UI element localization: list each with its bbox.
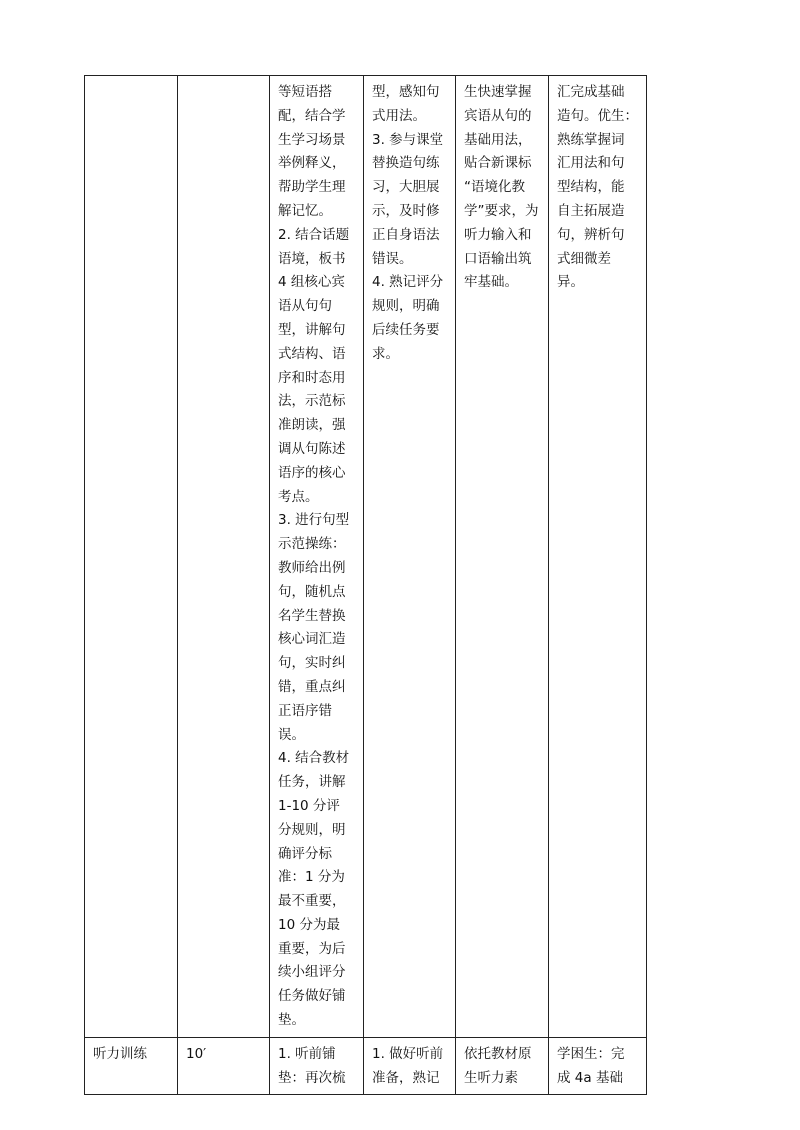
cell-text-line: 造句。优生： — [557, 107, 638, 124]
cell-text-line: 误。 — [278, 726, 305, 743]
cell-text-line: 1-10 分评 — [278, 797, 340, 814]
cell-text-line: 宾语从句的 — [464, 107, 532, 124]
cell-text-line: 示范操练： — [278, 536, 346, 553]
cell-text-line: 准备，熟记 — [372, 1069, 440, 1086]
cell-text-line: 听力输入和 — [464, 226, 532, 243]
cell-text-line: 型，感知句 — [372, 84, 440, 100]
cell-text-line: “语境化教 — [464, 179, 525, 196]
cell-text-line: 4 组核心宾 — [278, 274, 345, 291]
time-cell — [178, 76, 270, 1038]
stage-cell — [85, 76, 178, 1038]
cell-text-line: 核心词汇造 — [278, 631, 346, 648]
design-intent-cell — [456, 1037, 549, 1095]
table-row — [85, 76, 647, 1038]
cell-text-line: 4. 结合教材 — [278, 750, 350, 767]
cell-text-line: 生听力素 — [464, 1069, 518, 1086]
cell-text-line: 准朗读，强 — [278, 417, 346, 434]
cell-text-line: 2. 结合话题 — [278, 226, 350, 243]
cell-text-line: 3. 参与课堂 — [372, 131, 444, 148]
teacher-activity-cell — [270, 76, 364, 1038]
cell-text-line: 学困生：完 — [557, 1045, 625, 1062]
cell-text-line: 替换造句练 — [372, 155, 440, 172]
cell-text-line: 语从句句 — [278, 298, 332, 315]
cell-text-line: 依托教材原 — [464, 1045, 532, 1062]
cell-text-line: 1. 听前铺 — [278, 1045, 336, 1062]
cell-text-line: 任务做好铺 — [278, 988, 346, 1005]
cell-text-line: 学”要求，为 — [464, 202, 539, 219]
cell-text-line: 句，随机点 — [278, 583, 346, 600]
cell-text-line: 规则，明确 — [372, 298, 440, 315]
cell-text-line: 4. 熟记评分 — [372, 274, 444, 291]
cell-text-line: 汇用法和句 — [557, 155, 625, 172]
cell-text-line: 举例释义， — [278, 155, 346, 172]
cell-text-line: 型结构，能 — [557, 179, 625, 196]
cell-text-line: 续小组评分 — [278, 964, 346, 981]
cell-text-line: 重要，为后 — [278, 940, 346, 957]
student-activity-cell — [364, 76, 456, 1038]
cell-text-line: 配，结合学 — [278, 107, 346, 124]
cell-text-line: 10 分为最 — [278, 916, 340, 933]
cell-text-line: 成 4a 基础 — [557, 1069, 623, 1086]
student-activity-cell — [364, 1037, 456, 1095]
time-cell: 10′ — [178, 1037, 270, 1095]
table-row — [85, 1037, 647, 1095]
cell-text-line: 自主拓展造 — [557, 202, 625, 219]
cell-text-line: 式结构、语 — [278, 345, 346, 362]
cell-text-line: 习，大胆展 — [372, 179, 440, 196]
cell-text-line: 3. 进行句型 — [278, 512, 350, 529]
cell-text-line: 正自身语法 — [372, 226, 440, 243]
cell-text-line: 考点。 — [278, 488, 319, 505]
cell-text-line: 示，及时修 — [372, 202, 440, 219]
cell-text-line: 基础用法， — [464, 131, 532, 148]
cell-text-line: 生学习场景 — [278, 131, 346, 148]
stage-cell: 听力训练 — [85, 1037, 178, 1095]
teacher-activity-cell — [270, 1037, 364, 1095]
cell-text-line: 解记忆。 — [278, 202, 332, 219]
cell-text-line: 垫。 — [278, 1012, 305, 1029]
cell-text-line: 异。 — [557, 274, 584, 291]
cell-text-line: 正语序错 — [278, 702, 332, 719]
cell-text-line: 求。 — [372, 345, 399, 362]
cell-text-line: 等短语搭 — [278, 84, 332, 100]
cell-text-line: 调从句陈述 — [278, 440, 346, 457]
cell-text-line: 口语输出筑 — [464, 250, 532, 267]
cell-text-line: 句，辨析句 — [557, 226, 625, 243]
layered-goal-cell — [549, 76, 647, 1038]
cell-text-line: 牢基础。 — [464, 274, 518, 291]
cell-text-line: 语境，板书 — [278, 250, 346, 267]
layered-goal-cell — [549, 1037, 647, 1095]
cell-text-line: 型，讲解句 — [278, 321, 346, 338]
cell-text-line: 分规则，明 — [278, 821, 346, 838]
cell-text-line: 式细微差 — [557, 250, 611, 267]
cell-text-line: 垫：再次梳 — [278, 1069, 346, 1086]
cell-text-line: 确评分标 — [278, 845, 332, 862]
cell-text-line: 1. 做好听前 — [372, 1045, 444, 1062]
cell-text-line: 准：1 分为 — [278, 869, 345, 886]
cell-text-line: 名学生替换 — [278, 607, 346, 624]
cell-text-line: 序和时态用 — [278, 369, 346, 386]
cell-text-line: 错误。 — [372, 250, 413, 267]
cell-text-line: 句，实时纠 — [278, 655, 346, 672]
cell-text-line: 法，示范标 — [278, 393, 346, 410]
design-intent-cell — [456, 76, 549, 1038]
cell-text-line: 教师给出例 — [278, 559, 346, 576]
cell-text-line: 最不重要， — [278, 893, 346, 910]
cell-text-line: 生快速掌握 — [464, 84, 532, 100]
cell-text-line: 汇完成基础 — [557, 84, 625, 100]
lesson-plan-table — [84, 75, 647, 1095]
cell-text-line: 贴合新课标 — [464, 155, 532, 172]
cell-text-line: 后续任务要 — [372, 321, 440, 338]
cell-text-line: 语序的核心 — [278, 464, 346, 481]
cell-text-line: 错，重点纠 — [278, 678, 346, 695]
cell-text-line: 式用法。 — [372, 107, 426, 124]
cell-text-line: 熟练掌握词 — [557, 131, 625, 148]
cell-text-line: 帮助学生理 — [278, 179, 346, 196]
cell-text-line: 任务，讲解 — [278, 774, 346, 791]
